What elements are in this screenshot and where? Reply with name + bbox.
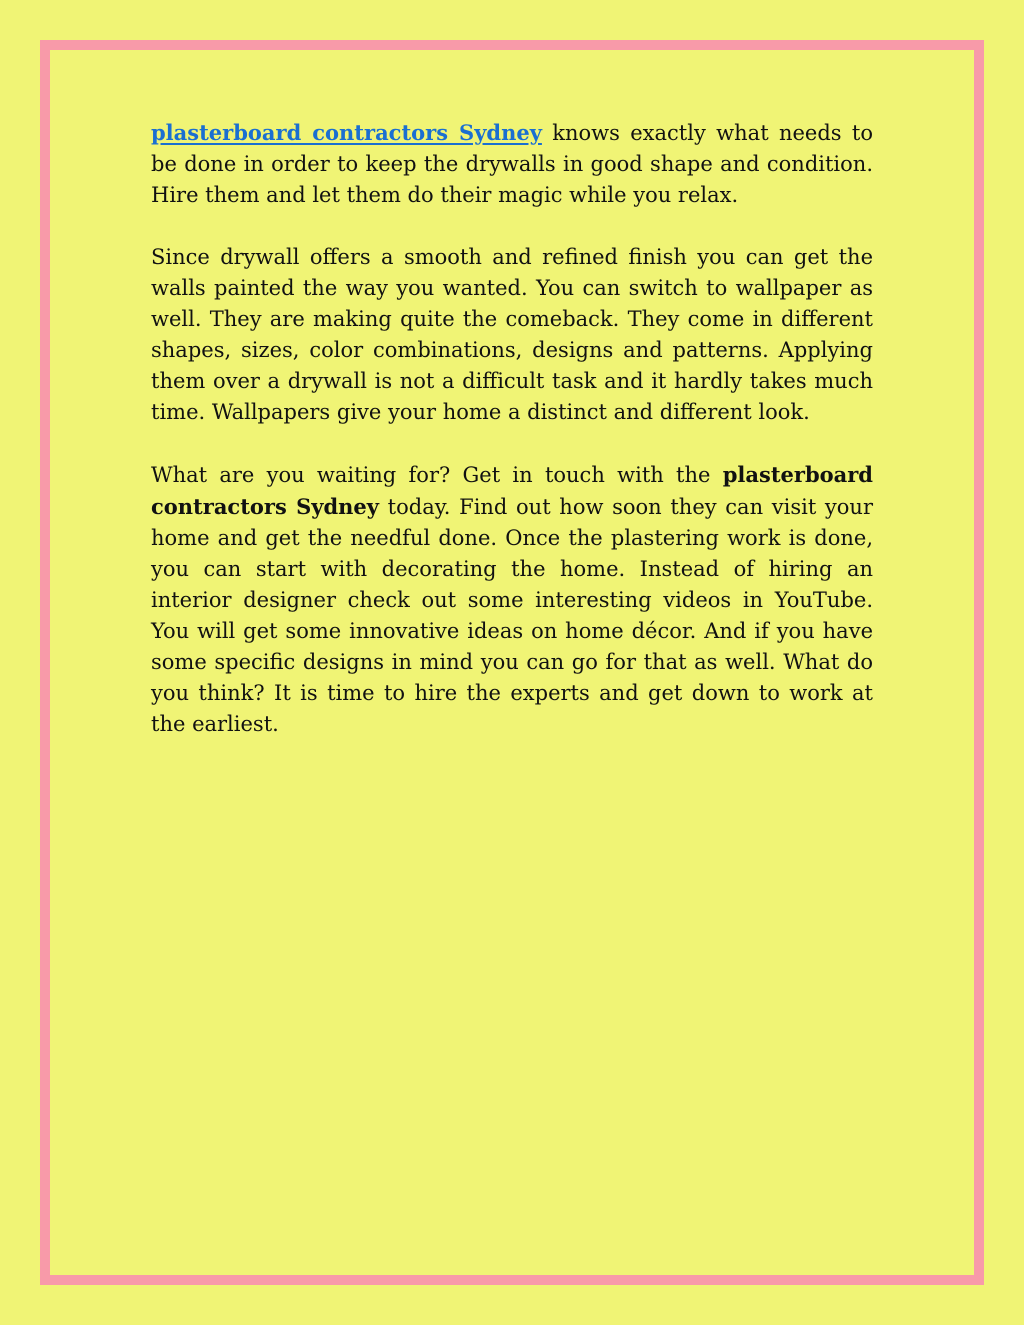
paragraph-1-text: knows exactly what needs to be done in order to keep the drywalls in good shape and condition. Hire them and let them do their magic while you relax.	[151, 121, 874, 207]
paragraph-2	[151, 242, 873, 428]
paragraph-3-text-after: today. Find out how soon they can visit your home and get the needful done. Once the plastering work is done, you can start with decorating the home. Instead of hiring an interior designer check out some interesting videos in YouTube. You will get some innovative ideas on home décor. And if you have some specific designs in mind you can go for that as well. What do you think? It is time to hire the experts and get down to work at the earliest.	[151, 495, 873, 736]
plasterboard-contractors-bold: plasterboard contractors Sydney	[151, 462, 873, 519]
plasterboard-contractors-link[interactable]: plasterboard contractors Sydney	[151, 120, 542, 145]
paragraph-3	[151, 459, 873, 740]
paragraph-3-text-before: What are you waiting for? Get in touch with the	[151, 463, 723, 487]
paragraph-2-text: Since drywall offers a smooth and refined finish you can get the walls painted the way you wanted. You can switch to wallpaper as well. They are making quite the comeback. They come in different shapes, sizes, color combinations, designs and patterns. Applying them over a drywall is not a difficult task and it hardly takes much time. Wallpapers give your home a distinct and different look.	[151, 245, 873, 424]
document-body	[151, 117, 873, 771]
paragraph-1	[151, 117, 873, 211]
